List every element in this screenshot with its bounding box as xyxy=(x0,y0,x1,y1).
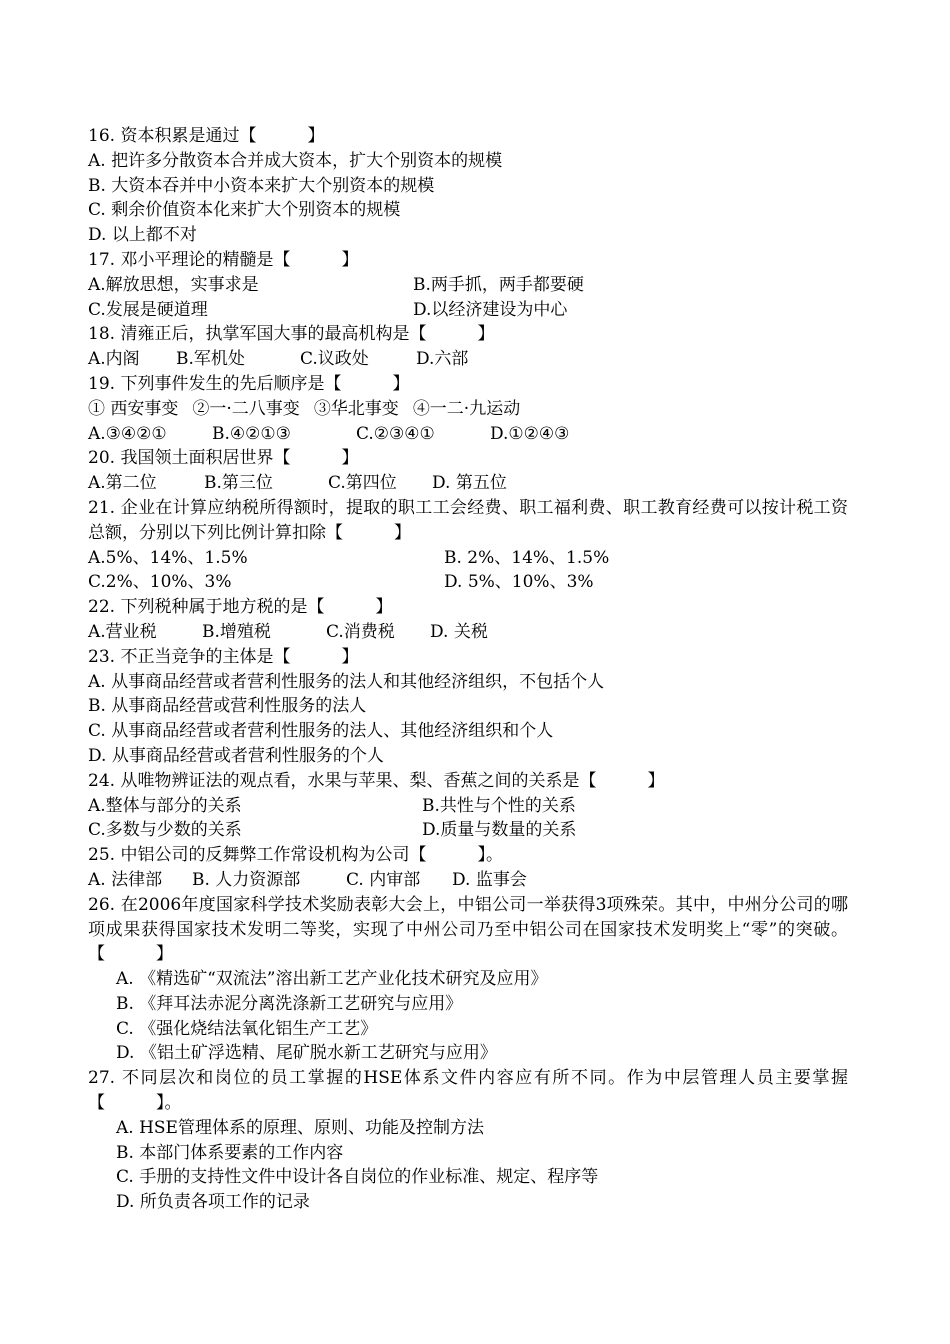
question-20-option-b: B.第三位 xyxy=(204,473,273,494)
question-17-option-c: C.发展是硬道理 xyxy=(88,299,208,320)
question-17-option-b: B.两手抓，两手都要硬 xyxy=(413,274,584,295)
question-17-option-d: D.以经济建设为中心 xyxy=(413,299,568,320)
question-24-option-d: D.质量与数量的关系 xyxy=(422,820,577,841)
question-26-stem: 26. 在2006年度国家科学技术奖励表彰大会上，中铝公司一举获得3项殊荣。其中，中州分公司的哪项成果获得国家技术发明二等奖，实现了中州公司乃至中铝公司在国家技术发明奖上“零”的突破。【 】 xyxy=(88,894,848,965)
question-24-options-row-2 xyxy=(88,818,848,843)
question-19-option-c: C.②③④① xyxy=(356,423,435,444)
question-23-option-c: C. 从事商品经营或者营利性服务的法人、其他经济组织和个人 xyxy=(88,721,554,742)
question-19-option-b: B.④②①③ xyxy=(212,423,291,444)
question-24-option-c: C.多数与少数的关系 xyxy=(88,820,242,841)
question-18-option-d: D.六部 xyxy=(416,349,469,370)
question-18-option-c: C.议政处 xyxy=(300,349,369,370)
question-25-option-a: A. 法律部 xyxy=(88,869,163,890)
question-17-options-row-2 xyxy=(88,298,848,323)
question-25-stem: 25. 中铝公司的反舞弊工作常设机构为公司【 】。 xyxy=(88,845,503,866)
question-22-option-b: B.增殖税 xyxy=(202,621,271,642)
question-26-option-a: A. 《精选矿“双流法”溶出新工艺产业化技术研究及应用》 xyxy=(116,969,548,990)
question-22-option-c: C.消费税 xyxy=(326,621,395,642)
question-27-stem: 27. 不同层次和岗位的员工掌握的HSE体系文件内容应有所不同。作为中层管理人员主要掌握【 】。 xyxy=(88,1068,848,1114)
question-19-event-1: ① 西安事变 xyxy=(88,398,179,419)
question-22-stem: 22. 下列税种属于地方税的是【 】 xyxy=(88,597,393,618)
question-25-option-c: C. 内审部 xyxy=(346,869,421,890)
question-23-option-d: D. 从事商品经营或者营利性服务的个人 xyxy=(88,745,384,766)
question-20-options xyxy=(88,471,848,496)
question-26-option-b: B. 《拜耳法赤泥分离洗涤新工艺研究与应用》 xyxy=(116,993,463,1014)
question-24-options-row-1 xyxy=(88,794,848,819)
question-24-option-a: A.整体与部分的关系 xyxy=(88,795,242,816)
question-23-option-a: A. 从事商品经营或者营利性服务的法人和其他经济组织，不包括个人 xyxy=(88,671,605,692)
question-18-option-b: B.军机处 xyxy=(176,349,245,370)
question-22-options xyxy=(88,620,848,645)
question-26-option-c: C. 《强化烧结法氧化铝生产工艺》 xyxy=(116,1018,378,1039)
question-25-options xyxy=(88,868,848,893)
question-16-option-a: A. 把许多分散资本合并成大资本，扩大个别资本的规模 xyxy=(88,150,503,171)
question-20-option-a: A.第二位 xyxy=(88,473,157,494)
question-18-stem: 18. 清雍正后，执掌军国大事的最高机构是【 】 xyxy=(88,324,495,345)
question-16-option-c: C. 剩余价值资本化来扩大个别资本的规模 xyxy=(88,200,401,221)
question-24-option-b: B.共性与个性的关系 xyxy=(422,795,576,816)
question-18-option-a: A.内阁 xyxy=(88,349,140,370)
question-23-option-b: B. 从事商品经营或营利性服务的法人 xyxy=(88,696,367,717)
question-21-stem: 21. 企业在计算应纳税所得额时，提取的职工工会经费、职工福利费、职工教育经费可以按计税工资总额，分别以下列比例计算扣除【 】 xyxy=(88,497,848,543)
question-17-options-row-1 xyxy=(88,273,848,298)
question-list xyxy=(88,124,848,1215)
question-27-option-a: A. HSE管理体系的原理、原则、功能及控制方法 xyxy=(116,1117,484,1138)
question-24-stem: 24. 从唯物辨证法的观点看，水果与苹果、梨、香蕉之间的关系是【 】 xyxy=(88,770,665,791)
question-19-options xyxy=(88,422,848,447)
question-20-option-c: C.第四位 xyxy=(328,473,397,494)
question-21-option-a: A.5%、14%、1.5% xyxy=(88,547,248,568)
question-16-stem: 16. 资本积累是通过【 】 xyxy=(88,126,325,146)
question-22-option-d: D. 关税 xyxy=(430,621,488,642)
question-26-option-d: D. 《铝土矿浮选精、尾矿脱水新工艺研究与应用》 xyxy=(116,1043,497,1064)
question-16-option-d: D. 以上都不对 xyxy=(88,225,197,246)
question-27-option-b: B. 本部门体系要素的工作内容 xyxy=(116,1142,344,1163)
question-21-option-b: B. 2%、14%、1.5% xyxy=(444,547,610,568)
question-27-option-d: D. 所负责各项工作的记录 xyxy=(116,1192,310,1213)
question-19-event-3: ③华北事变 xyxy=(313,398,399,419)
question-27-option-c: C. 手册的支持性文件中设计各自岗位的作业标准、规定、程序等 xyxy=(116,1167,599,1188)
question-20-stem: 20. 我国领土面积居世界【 】 xyxy=(88,448,359,469)
question-17-option-a: A.解放思想，实事求是 xyxy=(88,274,259,295)
question-23-stem: 23. 不正当竞争的主体是【 】 xyxy=(88,646,359,667)
question-19-option-d: D.①②④③ xyxy=(490,423,570,444)
question-19-option-a: A.③④②① xyxy=(88,423,167,444)
question-19-event-4: ④一二·九运动 xyxy=(412,398,521,419)
question-16-option-b: B. 大资本吞并中小资本来扩大个别资本的规模 xyxy=(88,175,435,196)
question-25-option-b: B. 人力资源部 xyxy=(192,869,301,890)
question-21-option-d: D. 5%、10%、3% xyxy=(444,572,594,593)
question-21-options-row-1 xyxy=(88,546,848,571)
question-19-events xyxy=(88,397,848,422)
question-18-options xyxy=(88,347,848,372)
question-22-option-a: A.营业税 xyxy=(88,621,157,642)
question-21-option-c: C.2%、10%、3% xyxy=(88,572,232,593)
question-25-option-d: D. 监事会 xyxy=(452,869,527,890)
question-19-stem: 19. 下列事件发生的先后顺序是【 】 xyxy=(88,373,410,394)
question-17-stem: 17. 邓小平理论的精髓是【 】 xyxy=(88,249,359,270)
question-19-event-2: ②一·二八事变 xyxy=(192,398,300,419)
question-20-option-d: D. 第五位 xyxy=(432,473,507,494)
question-21-options-row-2 xyxy=(88,570,848,595)
